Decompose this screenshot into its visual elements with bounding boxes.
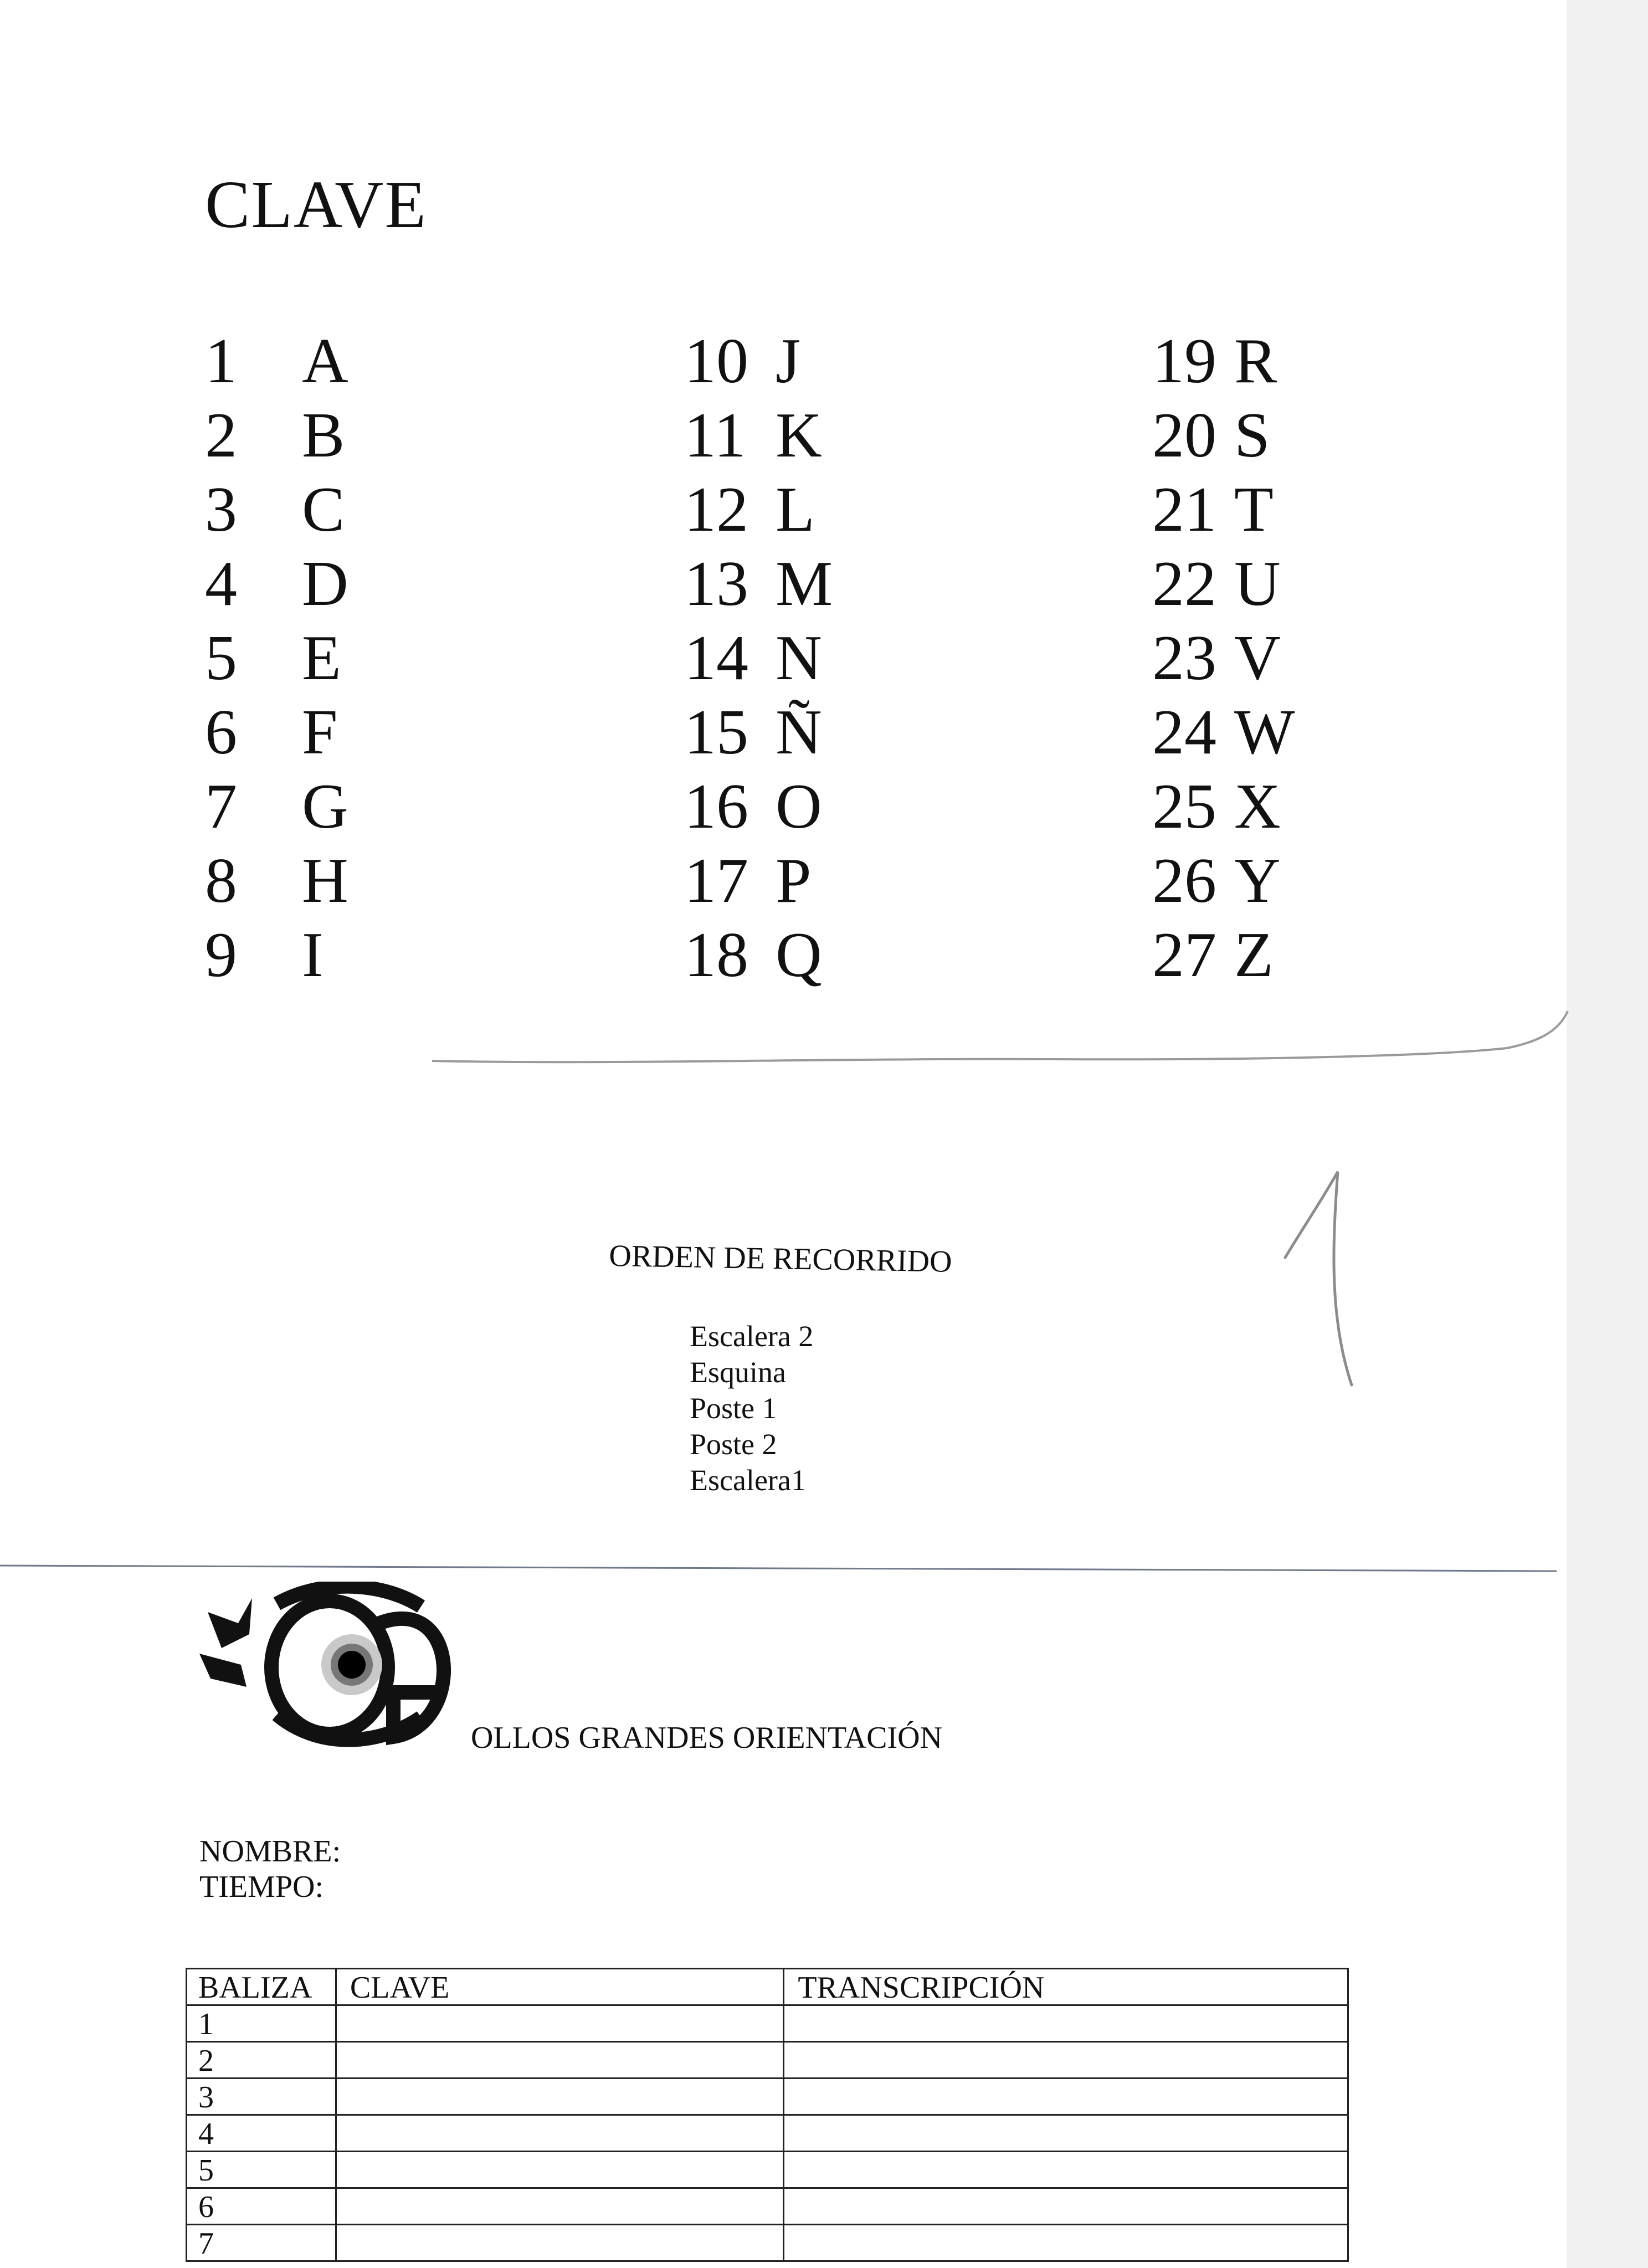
key-number: 26 <box>1152 845 1216 916</box>
key-row <box>684 844 833 918</box>
key-number: 7 <box>205 771 237 842</box>
key-letter: F <box>302 697 338 768</box>
club-name: OLLOS GRANDES ORIENTACIÓN <box>471 1721 943 1755</box>
transcription-cell[interactable] <box>784 2188 1348 2225</box>
key-number: 14 <box>684 623 748 694</box>
key-row <box>1152 769 1295 844</box>
key-letter: Q <box>776 920 822 991</box>
key-row <box>205 918 348 992</box>
key-row <box>205 324 348 398</box>
baliza-number: 3 <box>187 2079 336 2115</box>
key-row <box>205 695 348 769</box>
table-row <box>187 2115 1348 2152</box>
route-item: Poste 2 <box>690 1428 777 1461</box>
key-row <box>205 398 348 473</box>
key-letter: A <box>302 326 348 397</box>
clave-cell[interactable] <box>336 2079 783 2115</box>
key-letter: I <box>302 920 324 991</box>
key-number: 13 <box>684 548 748 619</box>
key-row <box>205 621 348 695</box>
key-letter: B <box>302 400 345 471</box>
key-letter: H <box>302 845 348 916</box>
name-field-label: NOMBRE: <box>199 1834 341 1869</box>
table-row <box>187 2042 1348 2079</box>
key-letter: Y <box>1234 845 1281 916</box>
key-column-3 <box>1152 324 1295 992</box>
key-letter: S <box>1234 400 1270 471</box>
key-letter: E <box>302 623 341 694</box>
clave-cell[interactable] <box>336 2225 783 2261</box>
key-number: 2 <box>205 400 237 471</box>
key-row <box>1152 398 1295 473</box>
table-row <box>187 2152 1348 2188</box>
key-column-1 <box>205 324 348 992</box>
transcription-cell[interactable] <box>784 2005 1348 2042</box>
header-transcripcion: TRANSCRIPCIÓN <box>784 1969 1348 2005</box>
transcription-cell[interactable] <box>784 2115 1348 2152</box>
key-number: 1 <box>205 326 237 397</box>
key-row <box>684 324 833 398</box>
key-row <box>1152 473 1295 547</box>
key-row <box>684 621 833 695</box>
participant-fields <box>199 1834 341 1905</box>
key-number: 5 <box>205 623 237 694</box>
key-letter: U <box>1234 548 1281 619</box>
key-number: 17 <box>684 845 748 916</box>
key-row <box>205 473 348 547</box>
key-number: 25 <box>1152 771 1216 842</box>
key-letter: T <box>1234 474 1274 545</box>
key-row <box>684 398 833 473</box>
key-row <box>684 918 833 992</box>
key-column-2 <box>684 324 833 992</box>
key-row <box>1152 918 1295 992</box>
transcription-cell[interactable] <box>784 2079 1348 2115</box>
key-number: 27 <box>1152 920 1216 991</box>
header-baliza: BALIZA <box>187 1969 336 2005</box>
key-number: 20 <box>1152 400 1216 471</box>
key-number: 4 <box>205 548 237 619</box>
club-logo <box>199 1582 476 1753</box>
route-item: Poste 1 <box>690 1392 777 1425</box>
key-letter: X <box>1234 771 1281 842</box>
key-letter: L <box>776 474 815 545</box>
key-number: 15 <box>684 697 748 768</box>
separator-line <box>0 1562 1562 1573</box>
key-letter: M <box>776 548 833 619</box>
route-item: Esquina <box>690 1356 786 1389</box>
table-header-row <box>187 1969 1348 2005</box>
key-letter: J <box>776 326 801 397</box>
key-number: 9 <box>205 920 237 991</box>
key-row <box>1152 695 1295 769</box>
key-row <box>1152 324 1295 398</box>
route-list <box>690 1318 813 1499</box>
pencil-mark <box>1280 1163 1368 1396</box>
key-row <box>205 769 348 844</box>
route-order-title: ORDEN DE RECORRIDO <box>608 1238 953 1279</box>
clave-title: CLAVE <box>205 167 427 242</box>
key-letter: N <box>776 623 822 694</box>
baliza-number: 7 <box>187 2225 336 2261</box>
key-row <box>1152 844 1295 918</box>
clave-cell[interactable] <box>336 2005 783 2042</box>
torn-paper-edge <box>0 1003 1648 1069</box>
key-letter: Z <box>1234 920 1274 991</box>
clave-cell[interactable] <box>336 2188 783 2225</box>
key-row <box>684 769 833 844</box>
key-number: 18 <box>684 920 748 991</box>
key-row <box>684 473 833 547</box>
route-item: Escalera1 <box>690 1464 806 1497</box>
baliza-number: 6 <box>187 2188 336 2225</box>
baliza-number: 5 <box>187 2152 336 2188</box>
key-row <box>1152 621 1295 695</box>
key-number: 19 <box>1152 326 1216 397</box>
route-item: Escalera 2 <box>690 1320 814 1353</box>
table-row <box>187 2005 1348 2042</box>
table-row <box>187 2225 1348 2261</box>
key-number: 16 <box>684 771 748 842</box>
key-row <box>684 547 833 621</box>
key-row <box>205 844 348 918</box>
key-number: 11 <box>684 400 746 471</box>
key-number: 22 <box>1152 548 1216 619</box>
baliza-number: 2 <box>187 2042 336 2079</box>
table-row <box>187 2079 1348 2115</box>
key-row <box>1152 547 1295 621</box>
key-number: 23 <box>1152 623 1216 694</box>
key-row <box>205 547 348 621</box>
table-row <box>187 2188 1348 2225</box>
clave-cell[interactable] <box>336 2152 783 2188</box>
key-number: 24 <box>1152 697 1216 768</box>
key-letter: W <box>1234 697 1295 768</box>
transcription-cell[interactable] <box>784 2042 1348 2079</box>
key-number: 6 <box>205 697 237 768</box>
key-letter: G <box>302 771 348 842</box>
key-letter: D <box>302 548 348 619</box>
key-number: 8 <box>205 845 237 916</box>
baliza-number: 4 <box>187 2115 336 2152</box>
key-letter: C <box>302 474 345 545</box>
clave-cell[interactable] <box>336 2042 783 2079</box>
control-table <box>186 1968 1349 2262</box>
baliza-number: 1 <box>187 2005 336 2042</box>
scan-edge-strip <box>1567 0 1648 2268</box>
key-letter: V <box>1234 623 1281 694</box>
key-letter: P <box>776 845 812 916</box>
key-number: 3 <box>205 474 237 545</box>
key-row <box>684 695 833 769</box>
transcription-cell[interactable] <box>784 2225 1348 2261</box>
key-letter: K <box>776 400 822 471</box>
key-number: 10 <box>684 326 748 397</box>
key-letter: R <box>1234 326 1277 397</box>
header-clave: CLAVE <box>336 1969 783 2005</box>
key-letter: Ñ <box>776 697 822 768</box>
time-field-label: TIEMPO: <box>199 1870 324 1904</box>
clave-cell[interactable] <box>336 2115 783 2152</box>
key-letter: O <box>776 771 822 842</box>
key-number: 12 <box>684 474 748 545</box>
transcription-cell[interactable] <box>784 2152 1348 2188</box>
key-number: 21 <box>1152 474 1216 545</box>
